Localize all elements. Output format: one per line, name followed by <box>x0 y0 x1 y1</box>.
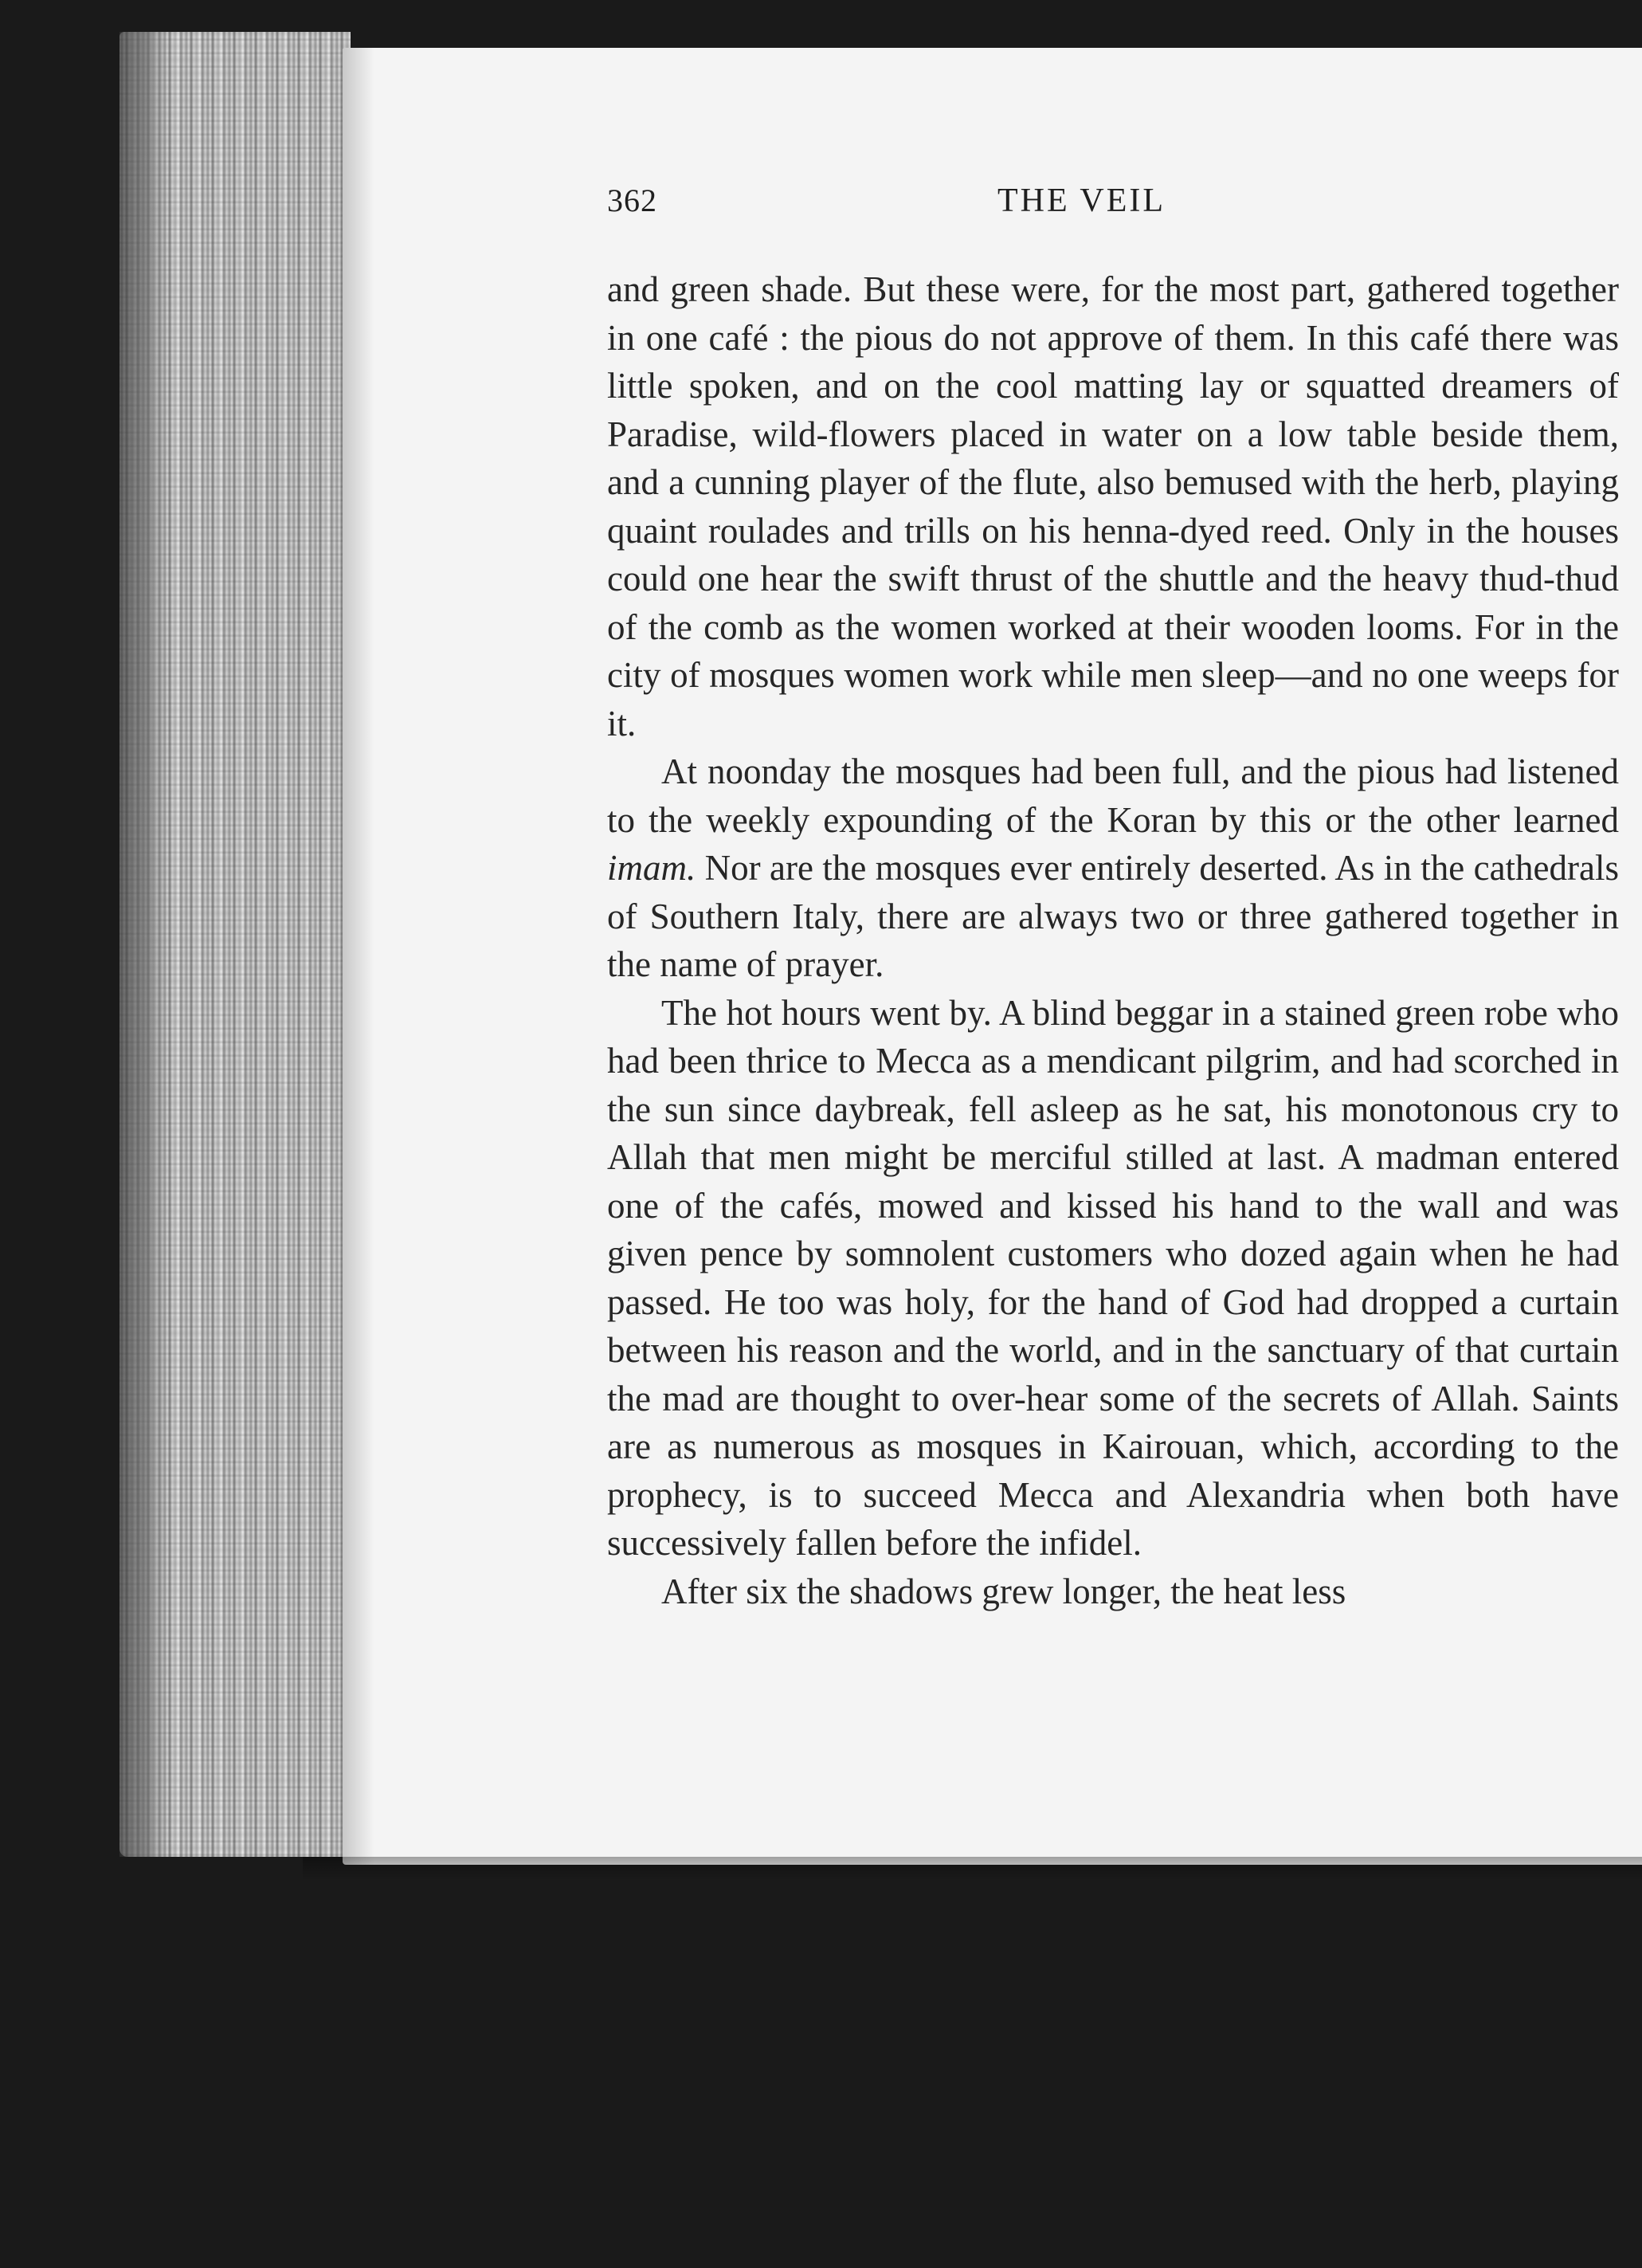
paragraph-2-text: At noonday the mosques had been full, and the pious had listened to the weekly expounding of the Koran by this or the other learned <box>607 751 1619 840</box>
paragraph-1: and green shade. But these were, for the most part, gathered together in one café : the pious do not approve of them. In this café there was little spoken, and on the cool matting lay or squatted dreamers of Paradise, wild-flowers placed in water on a low table beside them, and a cunning player of the flute, also bemused with the herb, playing quaint roulades and trills on his henna-dyed reed. Only in the houses could one hear the swift thrust of the shuttle and the heavy thud-thud of the comb as the women worked at their wooden looms. For in the city of mosques women work while men sleep—and no one weeps for it. <box>607 269 1619 744</box>
paragraph-2-text-end: Nor are the mosques ever entirely deserted. As in the cathedrals of Southern Italy, there are always two or three gathered together in the name of prayer. <box>607 848 1619 984</box>
paragraph-2 <box>607 747 1619 989</box>
paragraph-3: The hot hours went by. A blind beggar in a stained green robe who had been thrice to Mecca as a mendicant pilgrim, and had scorched in the sun since daybreak, fell asleep as he sat, his monotonous cry to Allah that men might be merciful stilled at last. A madman entered one of the cafés, mowed and kissed his hand to the wall and was given pence by somnolent customers who dozed again when he had passed. He too was holy, for the hand of God had dropped a curtain between his reason and the world, and in the sanctuary of that curtain the mad are thought to over-hear some of the secrets of Allah. Saints are as numerous as mosques in Kairouan, which, according to the prophecy, is to succeed Mecca and Alexandria when both have successively fallen before the infidel. <box>607 992 1619 1563</box>
running-head <box>607 182 1619 230</box>
running-title: THE VEIL <box>997 182 1166 219</box>
paragraph-4: After six the shadows grew longer, the heat less <box>661 1571 1346 1611</box>
body-text <box>607 265 1619 1615</box>
page-number: 362 <box>607 182 657 218</box>
page-bottom-shadow <box>303 1857 1642 1881</box>
spine-shadow <box>120 32 167 1857</box>
paragraph-2-italic: imam. <box>607 848 696 888</box>
